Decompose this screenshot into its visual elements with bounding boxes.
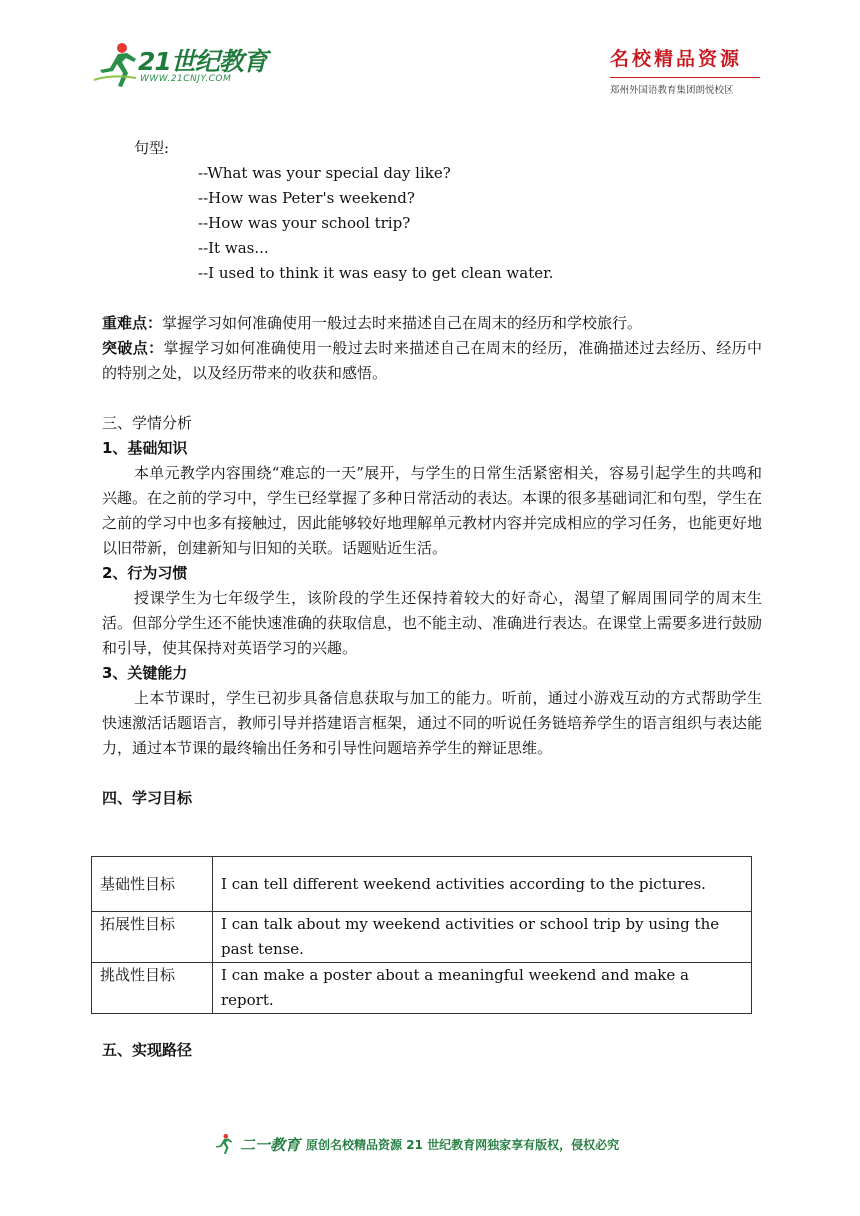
section3-sub1-heading: 1、基础知识: [102, 439, 188, 457]
table-row: [92, 857, 752, 912]
sentence-patterns-label: 句型:: [134, 139, 170, 157]
goal-level-cell: 基础性目标: [92, 857, 213, 912]
difficulty-text: 掌握学习如何准确使用一般过去时来描述自己在周末的经历和学校旅行。: [162, 314, 643, 332]
table-row: [92, 912, 752, 963]
sentence-pattern-item: --What was your special day like?: [198, 164, 451, 182]
breakthrough-paragraph: [102, 336, 762, 386]
difficulty-paragraph: [102, 311, 762, 336]
logo-divider: [610, 77, 760, 78]
learning-goals-table: [91, 856, 752, 1014]
section3-sub2-paragraph: 授课学生为七年级学生，该阶段的学生还保持着较大的好奇心，渴望了解周围同学的周末生活。但部分学生还不能快速准确的获取信息，也不能主动、准确进行表达。在课堂上需要多进行鼓励和引导，使其保持对英语学习的兴趣。: [102, 589, 763, 657]
page-footer: [212, 1130, 672, 1158]
page-header: [0, 0, 860, 110]
section3-sub2-heading: 2、行为习惯: [102, 564, 188, 582]
logo-21cnjy: [92, 40, 272, 96]
logo-brand-text: 21世纪教育: [138, 47, 267, 76]
goal-level-cell: 拓展性目标: [92, 912, 213, 963]
runner-logo-icon: [212, 1132, 234, 1156]
logo-famous-school: [610, 44, 770, 96]
runner-logo-icon: [92, 40, 140, 90]
section4-heading: 四、学习目标: [102, 789, 193, 807]
goal-text-cell: I can make a poster about a meaningful weekend and make a report.: [213, 963, 752, 1014]
table-row: [92, 963, 752, 1014]
section5-heading: 五、实现路径: [102, 1041, 193, 1059]
document-body: [102, 136, 762, 811]
sentence-pattern-item: --It was...: [198, 239, 269, 257]
logo-url-text: WWW.21CNJY.COM: [140, 74, 232, 84]
section3-sub3-paragraph: 上本节课时，学生已初步具备信息获取与加工的能力。听前，通过小游戏互动的方式帮助学生快速激活话题语言，教师引导并搭建语言框架，通过不同的听说任务链培养学生的语言组织与表达能力，通过本节课的最终输出任务和引导性问题培养学生的辩证思维。: [102, 689, 763, 757]
footer-brand: 二一教育: [240, 1135, 301, 1154]
sentence-pattern-item: --I used to think it was easy to get clean water.: [198, 264, 554, 282]
goal-text-cell: I can tell different weekend activities according to the pictures.: [213, 857, 752, 912]
footer-copyright: 原创名校精品资源 21 世纪教育网独家享有版权，侵权必究: [306, 1137, 620, 1152]
breakthrough-label: 突破点：: [102, 339, 164, 357]
logo-title: 名校精品资源: [610, 48, 743, 70]
goal-level-cell: 挑战性目标: [92, 963, 213, 1014]
sentence-pattern-item: --How was your school trip?: [198, 214, 411, 232]
sentence-pattern-item: --How was Peter's weekend?: [198, 189, 415, 207]
section3-heading: 三、学情分析: [102, 414, 193, 432]
section3-sub1-paragraph: 本单元教学内容围绕“难忘的一天”展开，与学生的日常生活紧密相关，容易引起学生的共鸣和兴趣。在之前的学习中，学生已经掌握了多种日常活动的表达。本课的很多基础词汇和句型，学生在之前的学习中也多有接触过，因此能够较好地理解单元教材内容并完成相应的学习任务，也能更好地以旧带新，创建新知与旧知的关联。话题贴近生活。: [102, 464, 763, 557]
difficulty-label: 重难点：: [102, 314, 163, 332]
section3-sub3-heading: 3、关键能力: [102, 664, 188, 682]
goal-text-cell: I can talk about my weekend activities or school trip by using the past tense.: [213, 912, 752, 963]
logo-subtitle: 郑州外国语教育集团朗悦校区: [610, 85, 734, 96]
breakthrough-text: 掌握学习如何准确使用一般过去时来描述自己在周末的经历，准确描述过去经历、经历中的特别之处，以及经历带来的收获和感悟。: [102, 339, 762, 382]
